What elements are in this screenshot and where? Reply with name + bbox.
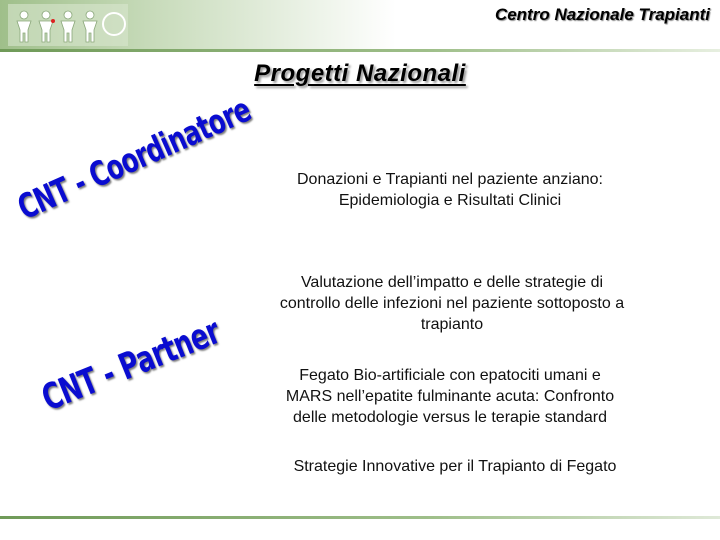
page-title: Progetti Nazionali bbox=[254, 60, 466, 87]
project-3 bbox=[240, 365, 660, 428]
project-line: MARS nell’epatite fulminante acuta: Confronto bbox=[285, 388, 615, 405]
project-line: Valutazione dell’impatto e delle strategie di bbox=[300, 274, 604, 291]
project-line: trapianto bbox=[420, 316, 484, 333]
project-line: Donazioni e Trapianti nel paziente anziano: bbox=[297, 171, 603, 188]
project-line: Strategie Innovative per il Trapianto di Fegato bbox=[293, 458, 617, 475]
organization-name: Centro Nazionale Trapianti bbox=[494, 5, 710, 24]
role-partner: CNT - Partner bbox=[36, 311, 226, 420]
project-line: delle metodologie versus le terapie standard bbox=[293, 409, 607, 426]
cnt-people-logo bbox=[8, 4, 128, 46]
project-line: Fegato Bio-artificiale con epatociti umani e bbox=[299, 367, 601, 384]
footer-divider bbox=[0, 516, 720, 519]
header-divider bbox=[0, 49, 720, 52]
project-line: Epidemiologia e Risultati Clinici bbox=[338, 192, 562, 209]
project-2 bbox=[232, 272, 672, 335]
role-coordinator: CNT - Coordinatore bbox=[11, 89, 257, 229]
project-line: controllo delle infezioni nel paziente sottoposto a bbox=[279, 295, 625, 312]
project-1 bbox=[240, 169, 660, 211]
project-4 bbox=[240, 456, 670, 477]
